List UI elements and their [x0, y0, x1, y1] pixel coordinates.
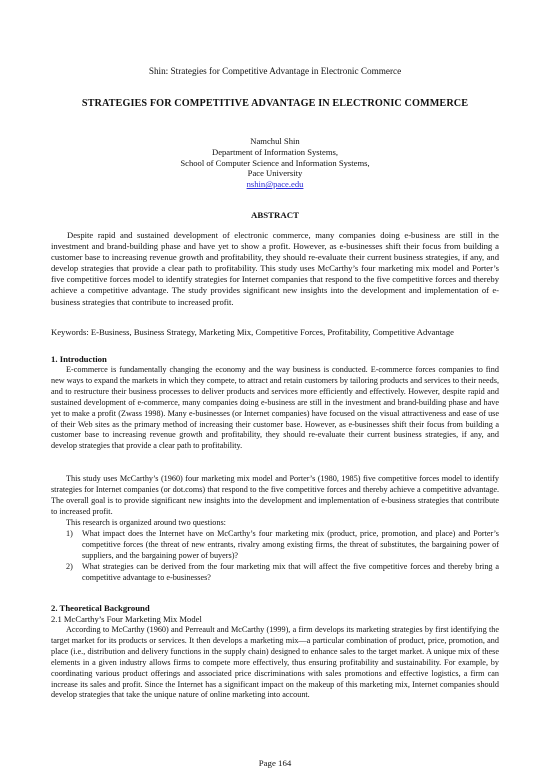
list-item — [51, 562, 499, 584]
author-university: Pace University — [247, 168, 303, 179]
section-heading-theoretical-background: 2. Theoretical Background — [51, 603, 150, 613]
list-item-number: 2) — [66, 561, 73, 571]
intro-paragraph-1: E-commerce is fundamentally changing the economy and the way business is conducted. E-commerce forces companies to find new ways to expand the markets in which they compete, to attract and retain customers by tailoring products and services to their needs, and to restructure their business processes to deliver products and services more efficiently and effectively. However, despite rapid and sustained development of e-commerce, many companies doing e-business are still in the investment and brand-building phase and have yet to make a profit (Zwass 1998). Many e-businesses (or Internet companies) have focused on the visual attractiveness and ease of use of their Web sites as the primary method of increasing their customer base. However, as e-businesses shift their focus from building a customer base to increasing revenue growth and profitability, they should re-evaluate their current business strategies, if any, and develop strategies that provide a clear path to profitability. — [51, 365, 499, 451]
background-paragraph-1: According to McCarthy (1960) and Perreault and McCarthy (1999), a firm develops its marketing strategies by first identifying the target market for its products or services. It then develops a marketing mix—a particular combination of product, price, promotion, and place (i.e., distribution and delivery functions in the supply chain) designed to enhance sales to the target market. A unique mix of these elements in a given industry allows firms to compete more effectively, thus ensuring profitability and sustainability. For example, by coordinating various product offerings and associated price discriminations with sales promotions and effective logistics, a firm can increase its sales and profit. Since the Internet has a significant impact on the makeup of this marketing mix, Internet companies should develop strategies that take the unique nature of online marketing into account. — [51, 625, 499, 700]
author-block — [0, 136, 550, 190]
research-questions-list — [51, 529, 499, 584]
list-item-text: What strategies can be derived from the four marketing mix that will affect the five competitive forces and thereby bring a competitive advantage to e-businesses? — [82, 561, 499, 582]
intro-paragraph-2: This study uses McCarthy’s (1960) four marketing mix model and Porter’s (1980, 1985) five competitive forces model to identify strategies for Internet companies (or dot.coms) that respond to the five competitive forces and thereby achieve a competitive advantage. The overall goal is to provide significant new insights into the development and implementation of e-business strategies that contribute to increased profit. — [51, 474, 499, 516]
list-item-number: 1) — [66, 529, 73, 538]
author-school: School of Computer Science and Information Systems, — [180, 157, 370, 168]
paper-title: STRATEGIES FOR COMPETITIVE ADVANTAGE IN ELECTRONIC COMMERCE — [81, 98, 469, 109]
author-email-link[interactable]: nshin@pace.edu — [246, 179, 304, 190]
subsection-heading-marketing-mix: 2.1 McCarthy’s Four Marketing Mix Model — [51, 614, 202, 624]
keywords: Keywords: E-Business, Business Strategy, Marketing Mix, Competitive Forces, Profitability, Competitive Advantage — [51, 327, 454, 337]
list-item — [51, 529, 499, 562]
abstract-text: Despite rapid and sustained development of electronic commerce, many companies doing e-business are still in the investment and brand-building phase and have yet to show a profit. However, as e-businesses shift their focus from building a customer base to increasing revenue growth and profitability, they should re-evaluate their current business strategies, if any, and develop strategies that provide a clear path to profitability. This study uses McCarthy’s four marketing mix model and Porter’s five competitive forces model to identify strategies for Internet companies that respond to the five competitive forces and thereby achieve a competitive advantage. The study provides significant new insights into the development and implementation of e-business strategies that contribute to increased profit. — [51, 230, 499, 307]
list-item-text: What impact does the Internet have on McCarthy’s four marketing mix (product, price, promotion, and place) and Porter’s competitive forces (the threat of new entrants, rivalry among existing firms, the threat of substitutes, the bargaining power of suppliers, and the bargaining power of buyers)? — [82, 529, 499, 560]
running-header: Shin: Strategies for Competitive Advantage in Electronic Commerce — [148, 66, 402, 76]
author-name: Namchul Shin — [250, 136, 300, 146]
section-heading-introduction: 1. Introduction — [51, 354, 107, 364]
page-number-footer: Page 164 — [258, 758, 292, 768]
author-department: Department of Information Systems, — [211, 146, 338, 157]
abstract-heading: ABSTRACT — [251, 210, 299, 220]
intro-paragraph-3: This research is organized around two questions: — [66, 518, 226, 527]
